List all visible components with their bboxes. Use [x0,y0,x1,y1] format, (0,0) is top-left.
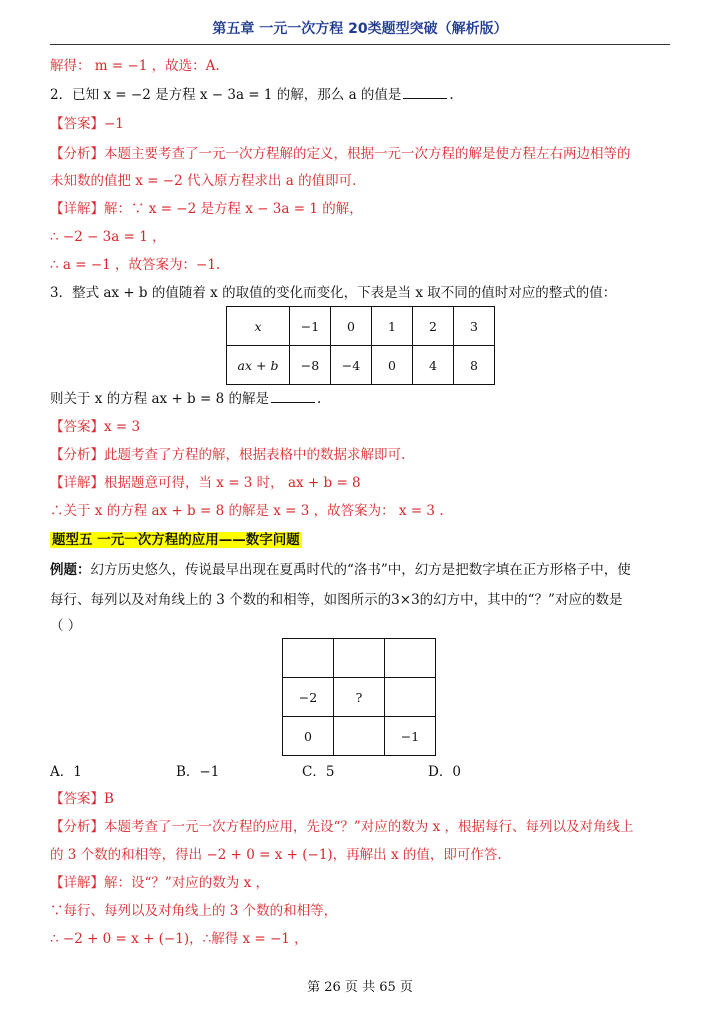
ex-detail-2: ∵每行、每列以及对角线上的 3 个数的和相等， [50,903,338,919]
table-row [227,307,495,346]
q2-analysis-1: 【分析】本题主要考查了一元一次方程解的定义，根据一元一次方程的解是使方程左右两边相等的 [50,146,631,162]
answer-blank [271,390,315,403]
example-line-1 [50,561,631,579]
header-rule [50,44,670,45]
ex-analysis-2: 的 3 个数的和相等，得出 −2 + 0 = x + (−1)，再解出 x 的值，即可作答. [50,847,502,863]
magic-cell [385,639,436,678]
question-2 [50,86,454,104]
example-text: 幻方历史悠久，传说最早出现在夏禹时代的“洛书”中，幻方是把数字填在正方形格子中，使 [90,562,631,578]
q2-answer: 【答案】−1 [50,116,124,132]
magic-cell: −1 [385,717,436,756]
section-heading [50,531,302,549]
ex-detail-1: 【详解】解：设“？”对应的数为 x ， [50,875,269,891]
option-b: B．−1 [176,764,220,780]
question-2-end: . [449,87,454,103]
value-table [226,306,495,385]
example-line-2: 每行、每列以及对角线上的 3 个数的和相等，如图所示的3×3的幻方中，其中的“？”对应的数是 [50,592,623,608]
magic-cell: −2 [283,678,334,717]
ex-answer: 【答案】B [50,791,114,807]
table-cell: 0 [331,307,372,346]
magic-square [282,638,436,756]
q3-detail-2: ∴关于 x 的方程 ax + b = 8 的解是 x = 3 ，故答案为： x = 3 . [50,503,444,519]
option-a: A．1 [50,764,82,780]
example-paren: （ ） [50,618,82,634]
table-row [227,346,495,385]
table-row [283,717,436,756]
example-label: 例题： [50,562,91,578]
q2-detail-3: ∴ a = −1 ，故答案为：−1. [50,257,221,273]
question-3-ask-text: 则关于 x 的方程 ax + b = 8 的解是 [50,391,269,407]
table-cell: −4 [331,346,372,385]
table-cell: 2 [413,307,454,346]
table-cell: −8 [290,346,331,385]
table-cell: ax + b [227,346,290,385]
table-row [283,678,436,717]
q3-answer: 【答案】x = 3 [50,419,141,435]
q3-detail-1: 【详解】根据题意可得，当 x = 3 时， ax + b = 8 [50,475,361,491]
ex-analysis-1: 【分析】本题考查了一元一次方程的应用，先设“？”对应的数为 x ，根据每行、每列以及对角线上 [50,819,634,835]
magic-cell: ? [334,678,385,717]
question-3-ask-end: . [316,391,322,407]
magic-cell: 0 [283,717,334,756]
table-cell: 0 [372,346,413,385]
page-footer: 第 26 页 共 65 页 [307,980,413,995]
table-cell: −1 [290,307,331,346]
q2-detail-2: ∴ −2 − 3a = 1 ， [50,229,166,245]
magic-cell [334,639,385,678]
q3-analysis: 【分析】此题考查了方程的解，根据表格中的数据求解即可. [50,447,406,463]
option-c: C．5 [302,764,335,780]
table-row [283,639,436,678]
magic-cell [283,639,334,678]
question-2-text: 2．已知 x = −2 是方程 x − 3a = 1 的解，那么 a 的值是 [50,87,402,103]
q2-detail-1: 【详解】解：∵ x = −2 是方程 x − 3a = 1 的解， [50,201,363,217]
table-cell: x [227,307,290,346]
table-cell: 3 [454,307,495,346]
prev-solution-line: 解得： m = −1 ，故选：A. [50,58,220,74]
table-cell: 8 [454,346,495,385]
page-header: 第五章 一元一次方程 20类题型突破（解析版） [212,21,508,37]
question-3-ask [50,390,321,408]
q2-analysis-2: 未知数的值把 x = −2 代入原方程求出 a 的值即可. [50,173,357,189]
magic-cell [385,678,436,717]
answer-blank [403,86,447,99]
table-cell: 4 [413,346,454,385]
option-d: D．0 [428,764,461,780]
ex-detail-3: ∴ −2 + 0 = x + (−1)，∴解得 x = −1 ， [50,931,308,947]
magic-cell [334,717,385,756]
table-cell: 1 [372,307,413,346]
question-3: 3．整式 ax + b 的值随着 x 的取值的变化而变化，下表是当 x 取不同的值时对应的整式的值： [50,285,617,301]
section-title: 题型五 一元一次方程的应用——数字问题 [52,532,300,548]
